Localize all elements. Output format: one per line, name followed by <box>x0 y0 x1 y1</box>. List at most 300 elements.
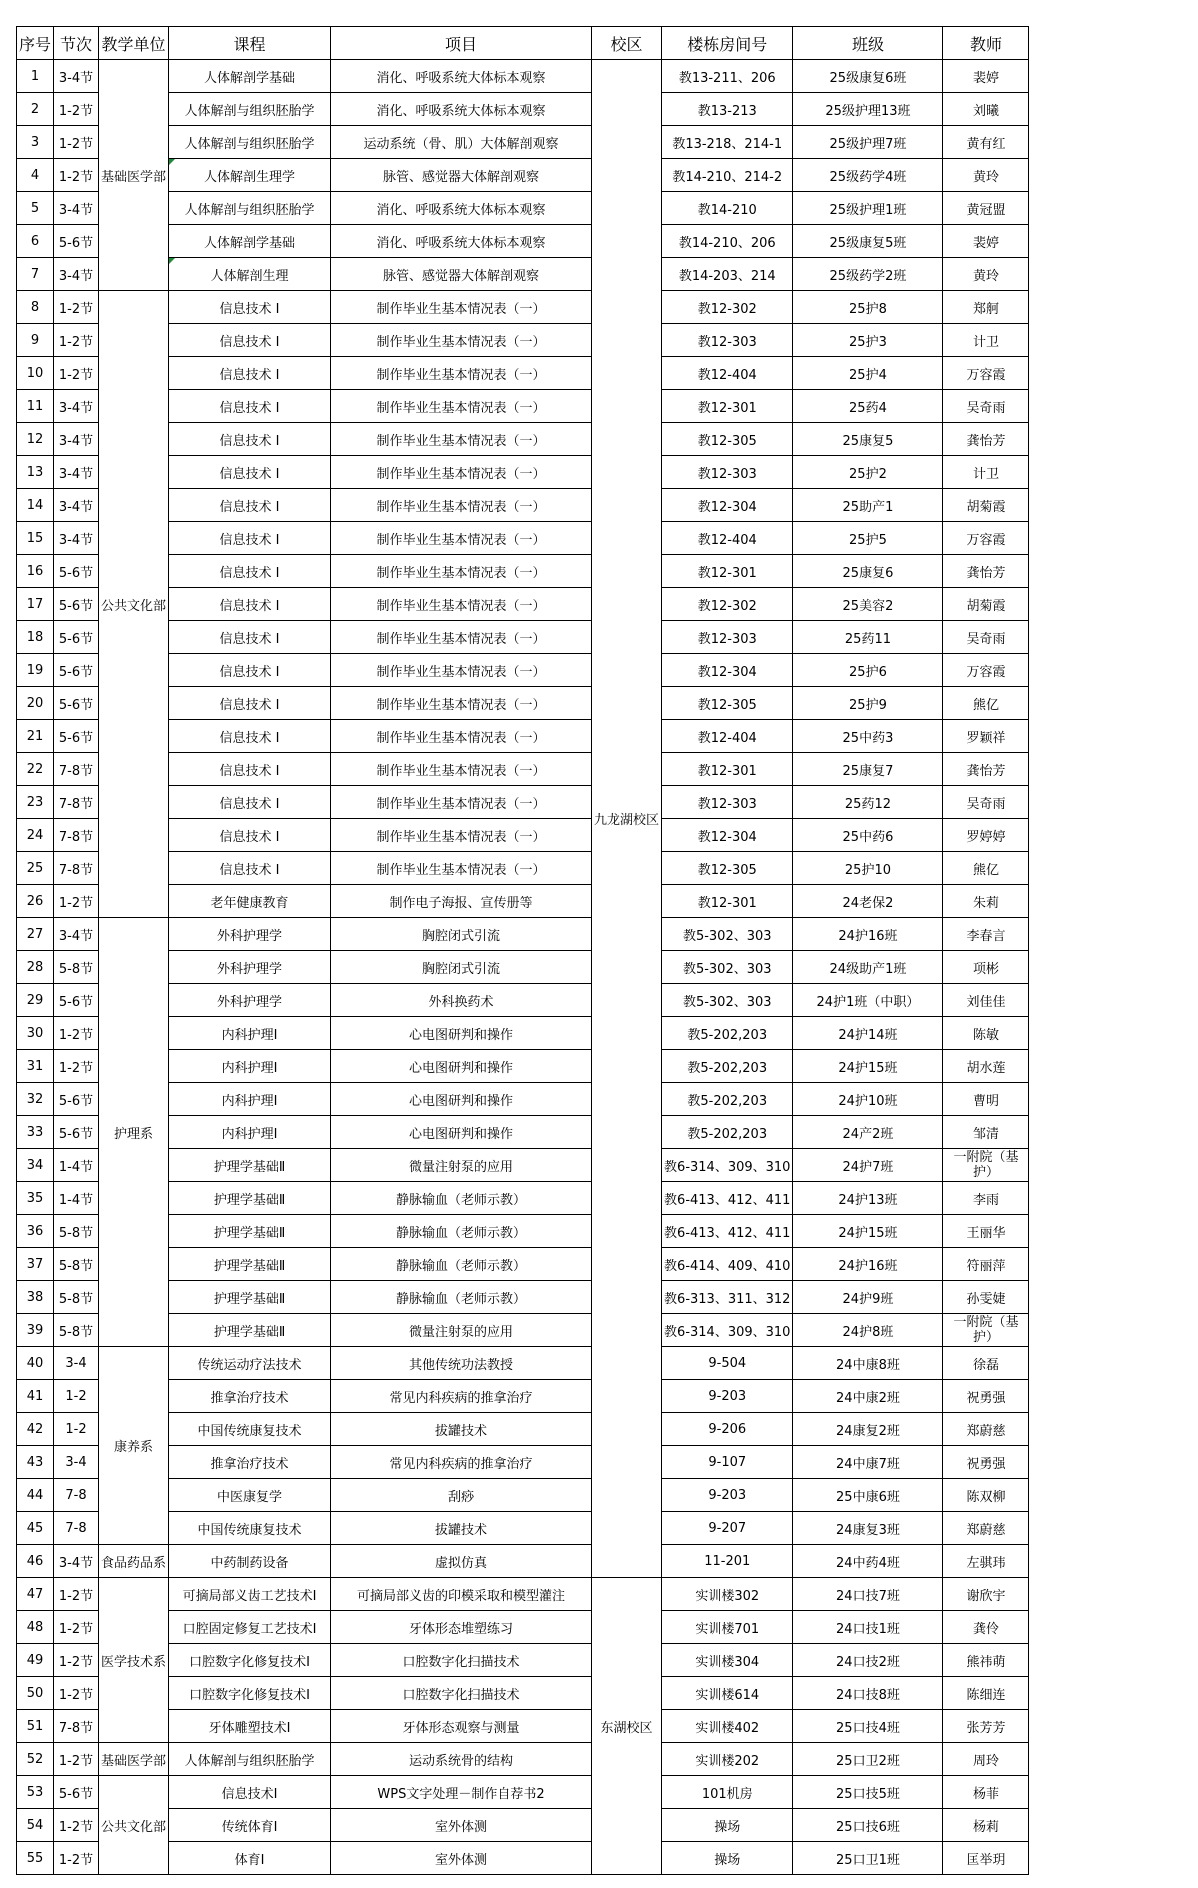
seq-cell: 2 <box>17 93 54 126</box>
period-cell: 7-8节 <box>54 852 99 885</box>
class-cell: 25中药3 <box>793 720 943 753</box>
course-cell: 人体解剖与组织胚胎学 <box>169 1743 331 1776</box>
table-row <box>17 357 1029 390</box>
table-row <box>17 1248 1029 1281</box>
table-row <box>17 1281 1029 1314</box>
project-cell: 制作毕业生基本情况表（一） <box>331 753 592 786</box>
class-cell: 25护5 <box>793 522 943 555</box>
project-cell: 胸腔闭式引流 <box>331 918 592 951</box>
seq-cell: 46 <box>17 1545 54 1578</box>
project-cell: 微量注射泵的应用 <box>331 1314 592 1347</box>
class-cell: 25药12 <box>793 786 943 819</box>
seq-cell: 20 <box>17 687 54 720</box>
course-cell: 信息技术 I <box>169 588 331 621</box>
teacher-cell: 刘曦 <box>943 93 1029 126</box>
class-cell: 25级护理7班 <box>793 126 943 159</box>
unit-cell: 康养系 <box>99 1347 169 1545</box>
teacher-cell: 李春言 <box>943 918 1029 951</box>
room-cell: 9-203 <box>662 1479 793 1512</box>
class-cell: 25口技6班 <box>793 1809 943 1842</box>
room-cell: 教12-304 <box>662 489 793 522</box>
room-cell: 操场 <box>662 1809 793 1842</box>
table-row <box>17 423 1029 456</box>
seq-cell: 25 <box>17 852 54 885</box>
room-cell: 教6-413、412、411 <box>662 1215 793 1248</box>
project-cell: 外科换药术 <box>331 984 592 1017</box>
period-cell: 5-6节 <box>54 1776 99 1809</box>
room-cell: 教5-302、303 <box>662 918 793 951</box>
period-cell: 1-2节 <box>54 1017 99 1050</box>
class-cell: 24护14班 <box>793 1017 943 1050</box>
seq-cell: 48 <box>17 1611 54 1644</box>
class-cell: 25护3 <box>793 324 943 357</box>
teacher-cell: 吴奇雨 <box>943 621 1029 654</box>
room-cell: 教12-404 <box>662 720 793 753</box>
room-cell: 实训楼402 <box>662 1710 793 1743</box>
period-cell: 1-2节 <box>54 1611 99 1644</box>
class-cell: 24康复3班 <box>793 1512 943 1545</box>
teacher-cell: 郑蔚慈 <box>943 1413 1029 1446</box>
project-cell: 制作毕业生基本情况表（一） <box>331 390 592 423</box>
course-cell: 护理学基础Ⅱ <box>169 1215 331 1248</box>
project-cell: 心电图研判和操作 <box>331 1050 592 1083</box>
header-room: 楼栋房间号 <box>662 27 793 60</box>
room-cell: 教13-211、206 <box>662 60 793 93</box>
course-cell: 信息技术 I <box>169 621 331 654</box>
course-cell: 传统运动疗法技术 <box>169 1347 331 1380</box>
class-cell: 25美容2 <box>793 588 943 621</box>
header-unit: 教学单位 <box>99 27 169 60</box>
seq-cell: 36 <box>17 1215 54 1248</box>
course-cell: 外科护理学 <box>169 918 331 951</box>
course-cell: 推拿治疗技术 <box>169 1380 331 1413</box>
teacher-cell: 龚怡芳 <box>943 753 1029 786</box>
teacher-cell: 龚怡芳 <box>943 423 1029 456</box>
teacher-cell: 罗婷婷 <box>943 819 1029 852</box>
seq-cell: 22 <box>17 753 54 786</box>
class-cell: 24口技8班 <box>793 1677 943 1710</box>
teacher-cell: 杨莉 <box>943 1809 1029 1842</box>
project-cell: 可摘局部义齿的印模采取和模型灌注 <box>331 1578 592 1611</box>
class-cell: 25级康复5班 <box>793 225 943 258</box>
project-cell: WPS文字处理－制作自荐书2 <box>331 1776 592 1809</box>
period-cell: 7-8节 <box>54 819 99 852</box>
seq-cell: 7 <box>17 258 54 291</box>
teacher-cell: 祝勇强 <box>943 1446 1029 1479</box>
class-cell: 24护15班 <box>793 1215 943 1248</box>
room-cell: 教5-202,203 <box>662 1017 793 1050</box>
header-class: 班级 <box>793 27 943 60</box>
course-cell: 外科护理学 <box>169 951 331 984</box>
project-cell: 制作毕业生基本情况表（一） <box>331 489 592 522</box>
room-cell: 教6-314、309、310 <box>662 1149 793 1182</box>
seq-cell: 31 <box>17 1050 54 1083</box>
seq-cell: 54 <box>17 1809 54 1842</box>
class-cell: 24护9班 <box>793 1281 943 1314</box>
seq-cell: 16 <box>17 555 54 588</box>
period-cell: 1-2节 <box>54 93 99 126</box>
class-cell: 25药4 <box>793 390 943 423</box>
class-cell: 24护15班 <box>793 1050 943 1083</box>
period-cell: 1-4节 <box>54 1182 99 1215</box>
course-cell: 信息技术 I <box>169 456 331 489</box>
room-cell: 教12-304 <box>662 819 793 852</box>
project-cell: 胸腔闭式引流 <box>331 951 592 984</box>
period-cell: 5-8节 <box>54 1314 99 1347</box>
room-cell: 9-207 <box>662 1512 793 1545</box>
seq-cell: 37 <box>17 1248 54 1281</box>
course-cell: 信息技术 I <box>169 423 331 456</box>
teacher-cell: 计卫 <box>943 456 1029 489</box>
header-project: 项目 <box>331 27 592 60</box>
room-cell: 教12-303 <box>662 621 793 654</box>
class-cell: 25助产1 <box>793 489 943 522</box>
seq-cell: 30 <box>17 1017 54 1050</box>
seq-cell: 39 <box>17 1314 54 1347</box>
table-row <box>17 1446 1029 1479</box>
table-row <box>17 1314 1029 1347</box>
table-row <box>17 1842 1029 1875</box>
unit-cell: 基础医学部 <box>99 1743 169 1776</box>
seq-cell: 45 <box>17 1512 54 1545</box>
teacher-cell: 张芳芳 <box>943 1710 1029 1743</box>
teacher-cell: 曹明 <box>943 1083 1029 1116</box>
table-row <box>17 192 1029 225</box>
teacher-cell: 杨菲 <box>943 1776 1029 1809</box>
period-cell: 1-2节 <box>54 1578 99 1611</box>
teacher-cell: 祝勇强 <box>943 1380 1029 1413</box>
period-cell: 3-4 <box>54 1446 99 1479</box>
period-cell: 5-6节 <box>54 1116 99 1149</box>
seq-cell: 27 <box>17 918 54 951</box>
course-cell: 信息技术 I <box>169 390 331 423</box>
class-cell: 24中康8班 <box>793 1347 943 1380</box>
project-cell: 制作电子海报、宣传册等 <box>331 885 592 918</box>
class-cell: 24口技7班 <box>793 1578 943 1611</box>
teacher-cell: 万容霞 <box>943 522 1029 555</box>
class-cell: 24口技1班 <box>793 1611 943 1644</box>
table-row <box>17 918 1029 951</box>
table-row <box>17 1611 1029 1644</box>
period-cell: 3-4节 <box>54 390 99 423</box>
project-cell: 静脉输血（老师示教） <box>331 1248 592 1281</box>
schedule-table <box>16 26 1029 1875</box>
course-cell: 护理学基础Ⅱ <box>169 1314 331 1347</box>
class-cell: 25口卫2班 <box>793 1743 943 1776</box>
table-row <box>17 720 1029 753</box>
period-cell: 7-8节 <box>54 786 99 819</box>
course-cell: 口腔数字化修复技术I <box>169 1677 331 1710</box>
course-cell: 信息技术 I <box>169 324 331 357</box>
room-cell: 实训楼614 <box>662 1677 793 1710</box>
room-cell: 教12-303 <box>662 786 793 819</box>
period-cell: 1-2节 <box>54 1644 99 1677</box>
unit-cell: 公共文化部 <box>99 291 169 918</box>
table-row <box>17 1215 1029 1248</box>
room-cell: 教12-301 <box>662 753 793 786</box>
room-cell: 9-203 <box>662 1380 793 1413</box>
teacher-cell: 陈细连 <box>943 1677 1029 1710</box>
period-cell: 1-2节 <box>54 1842 99 1875</box>
table-row <box>17 1182 1029 1215</box>
project-cell: 制作毕业生基本情况表（一） <box>331 786 592 819</box>
room-cell: 101机房 <box>662 1776 793 1809</box>
room-cell: 教13-218、214-1 <box>662 126 793 159</box>
room-cell: 教12-404 <box>662 357 793 390</box>
class-cell: 24老保2 <box>793 885 943 918</box>
teacher-cell: 胡菊霞 <box>943 489 1029 522</box>
course-cell: 口腔数字化修复技术I <box>169 1644 331 1677</box>
seq-cell: 13 <box>17 456 54 489</box>
room-cell: 教13-213 <box>662 93 793 126</box>
room-cell: 教12-404 <box>662 522 793 555</box>
table-row <box>17 489 1029 522</box>
period-cell: 3-4节 <box>54 522 99 555</box>
course-cell: 信息技术I <box>169 1776 331 1809</box>
seq-cell: 12 <box>17 423 54 456</box>
header-teacher: 教师 <box>943 27 1029 60</box>
project-cell: 脉管、感觉器大体解剖观察 <box>331 258 592 291</box>
seq-cell: 35 <box>17 1182 54 1215</box>
project-cell: 心电图研判和操作 <box>331 1083 592 1116</box>
teacher-cell: 郑蔚慈 <box>943 1512 1029 1545</box>
table-row <box>17 621 1029 654</box>
table-row <box>17 126 1029 159</box>
project-cell: 消化、呼吸系统大体标本观察 <box>331 60 592 93</box>
table-row <box>17 390 1029 423</box>
room-cell: 教6-413、412、411 <box>662 1182 793 1215</box>
teacher-cell: 匡举玥 <box>943 1842 1029 1875</box>
project-cell: 消化、呼吸系统大体标本观察 <box>331 225 592 258</box>
table-row <box>17 984 1029 1017</box>
period-cell: 1-2节 <box>54 1743 99 1776</box>
teacher-cell: 黄有红 <box>943 126 1029 159</box>
course-cell: 人体解剖与组织胚胎学 <box>169 192 331 225</box>
seq-cell: 19 <box>17 654 54 687</box>
teacher-cell: 万容霞 <box>943 654 1029 687</box>
seq-cell: 15 <box>17 522 54 555</box>
room-cell: 实训楼304 <box>662 1644 793 1677</box>
room-cell: 教5-302、303 <box>662 951 793 984</box>
seq-cell: 47 <box>17 1578 54 1611</box>
course-cell: 中药制药设备 <box>169 1545 331 1578</box>
period-cell: 1-2节 <box>54 1677 99 1710</box>
period-cell: 1-2节 <box>54 159 99 192</box>
project-cell: 消化、呼吸系统大体标本观察 <box>331 93 592 126</box>
seq-cell: 14 <box>17 489 54 522</box>
period-cell: 5-6节 <box>54 687 99 720</box>
course-cell: 可摘局部义齿工艺技术I <box>169 1578 331 1611</box>
room-cell: 9-107 <box>662 1446 793 1479</box>
course-cell: 内科护理I <box>169 1116 331 1149</box>
project-cell: 制作毕业生基本情况表（一） <box>331 357 592 390</box>
course-cell: 信息技术 I <box>169 555 331 588</box>
unit-cell: 护理系 <box>99 918 169 1347</box>
table-row <box>17 225 1029 258</box>
period-cell: 5-6节 <box>54 588 99 621</box>
period-cell: 3-4节 <box>54 918 99 951</box>
table-row <box>17 1578 1029 1611</box>
project-cell: 制作毕业生基本情况表（一） <box>331 819 592 852</box>
course-cell: 信息技术 I <box>169 786 331 819</box>
teacher-cell: 黄玲 <box>943 258 1029 291</box>
class-cell: 25康复5 <box>793 423 943 456</box>
teacher-cell: 罗颖祥 <box>943 720 1029 753</box>
period-cell: 7-8 <box>54 1479 99 1512</box>
course-cell: 人体解剖学基础 <box>169 225 331 258</box>
project-cell: 制作毕业生基本情况表（一） <box>331 654 592 687</box>
seq-cell: 28 <box>17 951 54 984</box>
project-cell: 牙体形态堆塑练习 <box>331 1611 592 1644</box>
period-cell: 1-4节 <box>54 1149 99 1182</box>
class-cell: 25级药学4班 <box>793 159 943 192</box>
table-row <box>17 456 1029 489</box>
room-cell: 教14-210、206 <box>662 225 793 258</box>
seq-cell: 34 <box>17 1149 54 1182</box>
table-row <box>17 687 1029 720</box>
class-cell: 24护8班 <box>793 1314 943 1347</box>
period-cell: 1-2节 <box>54 126 99 159</box>
class-cell: 25护2 <box>793 456 943 489</box>
project-cell: 室外体测 <box>331 1842 592 1875</box>
class-cell: 25护4 <box>793 357 943 390</box>
class-cell: 25护9 <box>793 687 943 720</box>
period-cell: 7-8 <box>54 1512 99 1545</box>
course-cell: 人体解剖学基础 <box>169 60 331 93</box>
seq-cell: 9 <box>17 324 54 357</box>
course-cell: 老年健康教育 <box>169 885 331 918</box>
table-row <box>17 93 1029 126</box>
period-cell: 3-4 <box>54 1347 99 1380</box>
project-cell: 拔罐技术 <box>331 1413 592 1446</box>
class-cell: 24中药4班 <box>793 1545 943 1578</box>
table-row <box>17 1512 1029 1545</box>
project-cell: 牙体形态观察与测量 <box>331 1710 592 1743</box>
table-row <box>17 60 1029 93</box>
table-row <box>17 1743 1029 1776</box>
seq-cell: 8 <box>17 291 54 324</box>
period-cell: 5-6节 <box>54 984 99 1017</box>
period-cell: 5-6节 <box>54 621 99 654</box>
class-cell: 25中康6班 <box>793 1479 943 1512</box>
teacher-cell: 朱莉 <box>943 885 1029 918</box>
teacher-cell: 项彬 <box>943 951 1029 984</box>
room-cell: 实训楼202 <box>662 1743 793 1776</box>
course-cell: 人体解剖与组织胚胎学 <box>169 93 331 126</box>
class-cell: 24护7班 <box>793 1149 943 1182</box>
room-cell: 教5-202,203 <box>662 1116 793 1149</box>
seq-cell: 6 <box>17 225 54 258</box>
header-course: 课程 <box>169 27 331 60</box>
class-cell: 24级助产1班 <box>793 951 943 984</box>
class-cell: 24护16班 <box>793 1248 943 1281</box>
seq-cell: 55 <box>17 1842 54 1875</box>
room-cell: 教12-305 <box>662 687 793 720</box>
seq-cell: 26 <box>17 885 54 918</box>
seq-cell: 32 <box>17 1083 54 1116</box>
project-cell: 制作毕业生基本情况表（一） <box>331 423 592 456</box>
table-row <box>17 1017 1029 1050</box>
period-cell: 5-6节 <box>54 654 99 687</box>
period-cell: 1-2节 <box>54 1050 99 1083</box>
teacher-cell: 裴婷 <box>943 225 1029 258</box>
period-cell: 1-2节 <box>54 1809 99 1842</box>
class-cell: 24中康7班 <box>793 1446 943 1479</box>
project-cell: 室外体测 <box>331 1809 592 1842</box>
schedule-sheet <box>16 26 1029 1875</box>
table-row <box>17 258 1029 291</box>
table-row <box>17 1545 1029 1578</box>
project-cell: 制作毕业生基本情况表（一） <box>331 621 592 654</box>
project-cell: 制作毕业生基本情况表（一） <box>331 456 592 489</box>
class-cell: 24康复2班 <box>793 1413 943 1446</box>
teacher-cell: 谢欣宇 <box>943 1578 1029 1611</box>
period-cell: 5-6节 <box>54 555 99 588</box>
period-cell: 5-6节 <box>54 1083 99 1116</box>
course-cell: 中医康复学 <box>169 1479 331 1512</box>
teacher-cell: 王丽华 <box>943 1215 1029 1248</box>
table-row <box>17 1710 1029 1743</box>
table-row <box>17 1809 1029 1842</box>
course-cell: 信息技术 I <box>169 687 331 720</box>
class-cell: 25护10 <box>793 852 943 885</box>
unit-cell: 基础医学部 <box>99 60 169 291</box>
class-cell: 25药11 <box>793 621 943 654</box>
project-cell: 制作毕业生基本情况表（一） <box>331 720 592 753</box>
period-cell: 5-6节 <box>54 720 99 753</box>
teacher-cell: 徐磊 <box>943 1347 1029 1380</box>
seq-cell: 52 <box>17 1743 54 1776</box>
teacher-cell: 李雨 <box>943 1182 1029 1215</box>
teacher-cell: 熊亿 <box>943 687 1029 720</box>
class-cell: 24护16班 <box>793 918 943 951</box>
seq-cell: 38 <box>17 1281 54 1314</box>
period-cell: 1-2节 <box>54 324 99 357</box>
table-row <box>17 885 1029 918</box>
project-cell: 常见内科疾病的推拿治疗 <box>331 1446 592 1479</box>
header-row <box>17 27 1029 60</box>
project-cell: 拔罐技术 <box>331 1512 592 1545</box>
table-row <box>17 1347 1029 1380</box>
course-cell: 人体解剖生理 <box>169 258 331 291</box>
teacher-cell: 刘佳佳 <box>943 984 1029 1017</box>
class-cell: 25级护理13班 <box>793 93 943 126</box>
unit-cell: 食品药品系 <box>99 1545 169 1578</box>
table-row <box>17 654 1029 687</box>
project-cell: 制作毕业生基本情况表（一） <box>331 522 592 555</box>
teacher-cell: 黄玲 <box>943 159 1029 192</box>
teacher-cell: 陈敏 <box>943 1017 1029 1050</box>
teacher-cell: 胡水莲 <box>943 1050 1029 1083</box>
table-row <box>17 1677 1029 1710</box>
seq-cell: 21 <box>17 720 54 753</box>
project-cell: 其他传统功法教授 <box>331 1347 592 1380</box>
seq-cell: 29 <box>17 984 54 1017</box>
class-cell: 24口技2班 <box>793 1644 943 1677</box>
project-cell: 静脉输血（老师示教） <box>331 1281 592 1314</box>
teacher-cell: 胡菊霞 <box>943 588 1029 621</box>
teacher-cell: 龚伶 <box>943 1611 1029 1644</box>
course-cell: 体育I <box>169 1842 331 1875</box>
unit-cell: 医学技术系 <box>99 1578 169 1743</box>
room-cell: 教6-313、311、312 <box>662 1281 793 1314</box>
project-cell: 制作毕业生基本情况表（一） <box>331 291 592 324</box>
room-cell: 教12-302 <box>662 291 793 324</box>
project-cell: 虚拟仿真 <box>331 1545 592 1578</box>
schedule-body <box>17 60 1029 1875</box>
period-cell: 5-8节 <box>54 1248 99 1281</box>
course-cell: 外科护理学 <box>169 984 331 1017</box>
